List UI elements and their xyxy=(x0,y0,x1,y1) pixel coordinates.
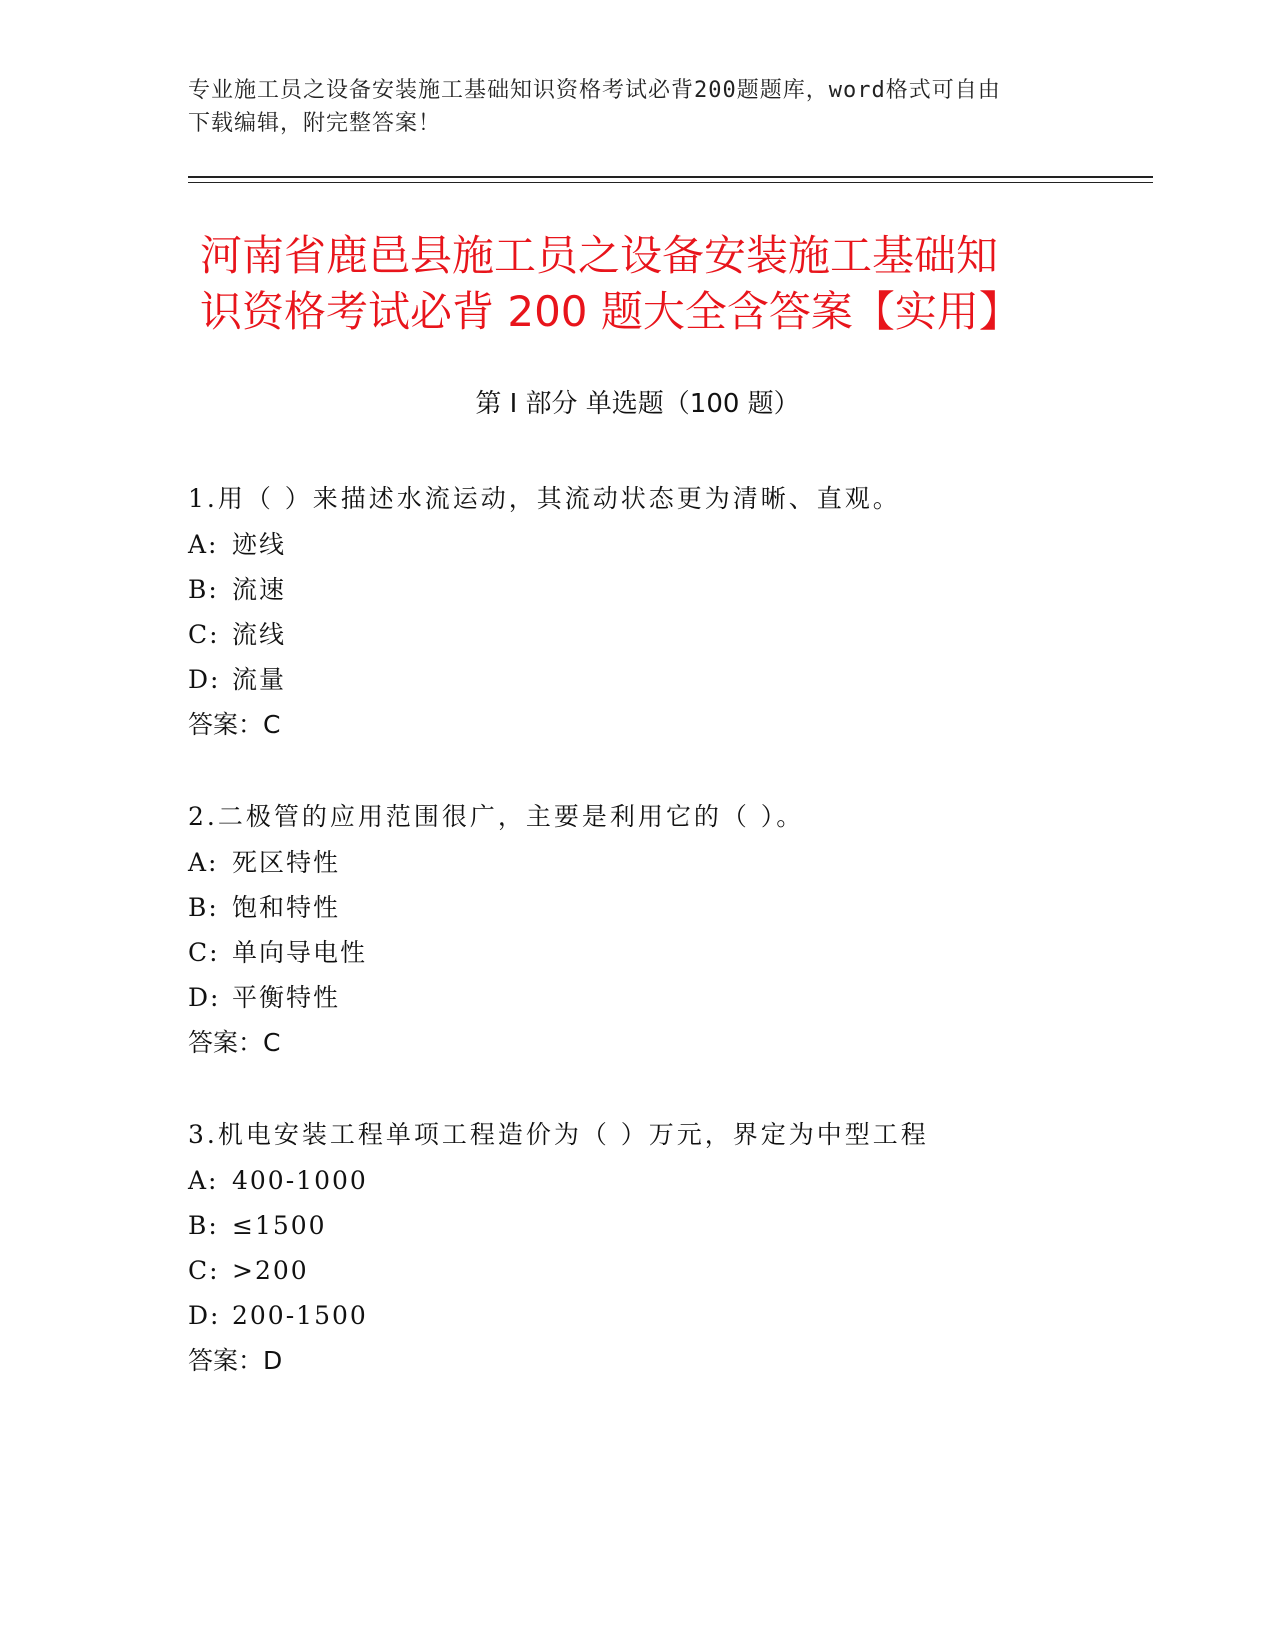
question-stem: 3.机电安装工程单项工程造价为（ ）万元，界定为中型工程 xyxy=(188,1120,929,1149)
document-title xyxy=(200,228,1080,340)
option-b xyxy=(188,885,1168,930)
option-key: B: xyxy=(188,1211,219,1240)
option-key: D: xyxy=(188,983,221,1012)
question-stem: 2.二极管的应用范围很广，主要是利用它的（ ）。 xyxy=(188,802,805,831)
option-a xyxy=(188,840,1168,885)
option-d xyxy=(188,975,1168,1020)
option-text: 流量 xyxy=(232,665,287,694)
section-title: 第 I 部分 单选题（100 题） xyxy=(475,389,800,419)
question-list xyxy=(188,476,1168,1430)
option-key: A: xyxy=(188,530,219,559)
option-c xyxy=(188,1248,1168,1293)
option-key: A: xyxy=(188,1166,219,1195)
option-text: 200-1500 xyxy=(232,1301,368,1330)
option-b xyxy=(188,567,1168,612)
option-text: 饱和特性 xyxy=(232,893,341,922)
document-title-line-1: 河南省鹿邑县施工员之设备安装施工基础知 xyxy=(200,231,999,280)
option-key: A: xyxy=(188,848,219,877)
option-key: C: xyxy=(188,1256,220,1285)
header-divider-thick xyxy=(188,176,1153,178)
answer-line: 答案：C xyxy=(188,1028,281,1057)
header-divider-thin xyxy=(188,182,1153,183)
option-text: 流速 xyxy=(232,575,287,604)
option-b xyxy=(188,1203,1168,1248)
question-item xyxy=(188,794,1168,1066)
question-item xyxy=(188,1112,1168,1384)
header-note-line-2: 下载编辑，附完整答案！ xyxy=(188,111,442,136)
option-d xyxy=(188,1293,1168,1338)
option-a xyxy=(188,1158,1168,1203)
option-key: C: xyxy=(188,938,220,967)
option-text: 流线 xyxy=(232,620,287,649)
option-text: ≤1500 xyxy=(232,1211,327,1240)
answer-line: 答案：D xyxy=(188,1346,283,1375)
header-note-line-1: 专业施工员之设备安装施工基础知识资格考试必背200题题库，word格式可自由 xyxy=(188,78,1001,103)
option-a xyxy=(188,522,1168,567)
option-key: D: xyxy=(188,1301,221,1330)
option-text: 死区特性 xyxy=(232,848,341,877)
question-item xyxy=(188,476,1168,748)
option-text: 迹线 xyxy=(232,530,287,559)
option-key: C: xyxy=(188,620,220,649)
option-d xyxy=(188,657,1168,702)
option-text: 平衡特性 xyxy=(232,983,341,1012)
document-title-line-2: 识资格考试必背 200 题大全含答案【实用】 xyxy=(200,287,1021,336)
option-key: B: xyxy=(188,575,219,604)
option-c xyxy=(188,930,1168,975)
answer-line: 答案：C xyxy=(188,710,281,739)
option-text: >200 xyxy=(232,1256,309,1285)
option-key: D: xyxy=(188,665,221,694)
header-note xyxy=(188,74,1088,140)
question-stem: 1.用（ ）来描述水流运动，其流动状态更为清晰、直观。 xyxy=(188,484,901,513)
option-text: 400-1000 xyxy=(232,1166,368,1195)
option-c xyxy=(188,612,1168,657)
option-text: 单向导电性 xyxy=(232,938,368,967)
option-key: B: xyxy=(188,893,219,922)
